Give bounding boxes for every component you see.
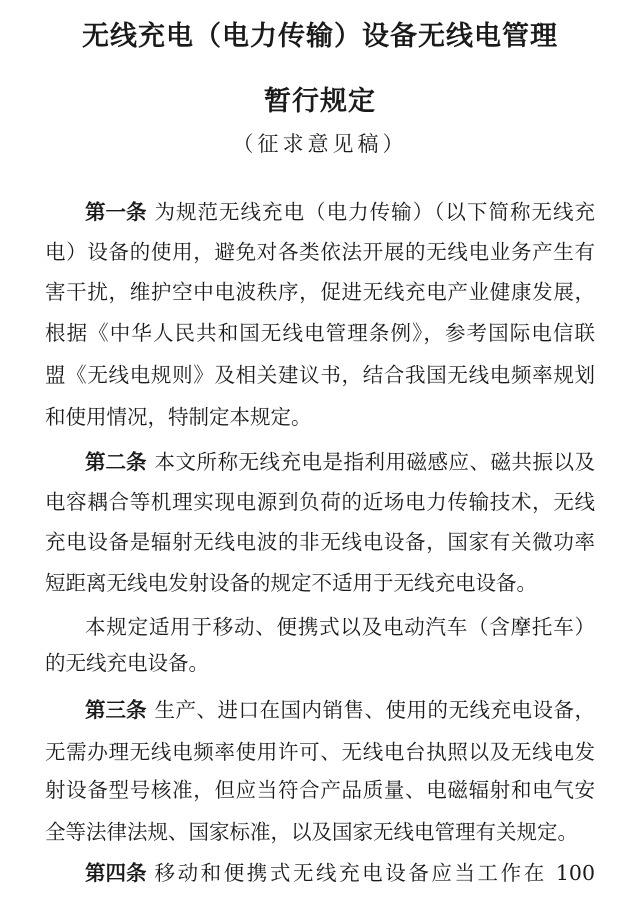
paragraph-text: 充电设备是辐射无线电波的非无线电设备，国家有关微功率	[45, 530, 595, 554]
article-label: 第二条	[85, 450, 147, 474]
paragraph-text: 射设备型号核准，但应当符合产品质量、电磁辐射和电气安	[45, 778, 595, 802]
paragraph-text: 本文所称无线充电是指利用磁感应、磁共振以及	[154, 450, 595, 474]
paragraph-line	[45, 361, 595, 389]
article-label: 第四条	[85, 861, 147, 885]
paragraph-text: 本规定适用于移动、便携式以及电动汽车（含摩托车）	[85, 615, 595, 639]
paragraph-line	[85, 859, 595, 887]
paragraph-line	[85, 448, 595, 476]
paragraph-line	[45, 818, 595, 846]
paragraph-text: 生产、进口在国内销售、使用的无线充电设备，	[154, 698, 595, 722]
paragraph-text: 为规范无线充电（电力传输）（以下简称无线充	[154, 200, 595, 224]
paragraph-text: 盟《无线电规则》及相关建议书，结合我国无线电频率规划	[45, 363, 595, 387]
paragraph-text: 害干扰，维护空中电波秩序，促进无线充电产业健康发展，	[45, 280, 595, 304]
paragraph-line	[45, 319, 595, 347]
article-label: 第一条	[85, 200, 147, 224]
paragraph-line	[85, 198, 595, 226]
paragraph-text: 和使用情况，特制定本规定。	[45, 405, 312, 429]
paragraph-text: 全等法律法规、国家标准，以及国家无线电管理有关规定。	[45, 820, 578, 844]
article-label: 第三条	[85, 698, 147, 722]
paragraph-line	[45, 238, 595, 266]
paragraph-text: 移动和便携式无线充电设备应当工作在 100	[154, 861, 595, 885]
paragraph-line	[45, 278, 595, 306]
paragraph-line	[45, 528, 595, 556]
paragraph-text: 无需办理无线电频率使用许可、无线电台执照以及无线电发	[45, 740, 595, 764]
paragraph-line	[45, 403, 595, 431]
document-title: 无线充电（电力传输）设备无线电管理	[82, 21, 558, 52]
paragraph-text: 短距离无线电发射设备的规定不适用于无线充电设备。	[45, 571, 537, 595]
paragraph-line	[45, 649, 595, 677]
document-subtitle: （征求意见稿）	[232, 132, 408, 156]
paragraph-line	[45, 488, 595, 516]
paragraph-line	[45, 569, 595, 597]
paragraph-line	[45, 738, 595, 766]
document-title-line2: 暂行规定	[264, 86, 376, 117]
paragraph-line	[45, 776, 595, 804]
paragraph-text: 电）设备的使用，避免对各类依法开展的无线电业务产生有	[45, 240, 595, 264]
paragraph-text: 根据《中华人民共和国无线电管理条例》，参考国际电信联	[45, 321, 595, 345]
paragraph-text: 电容耦合等机理实现电源到负荷的近场电力传输技术，无线	[45, 490, 595, 514]
paragraph-text: 的无线充电设备。	[45, 651, 209, 675]
paragraph-line	[85, 696, 595, 724]
paragraph-line	[85, 613, 595, 641]
